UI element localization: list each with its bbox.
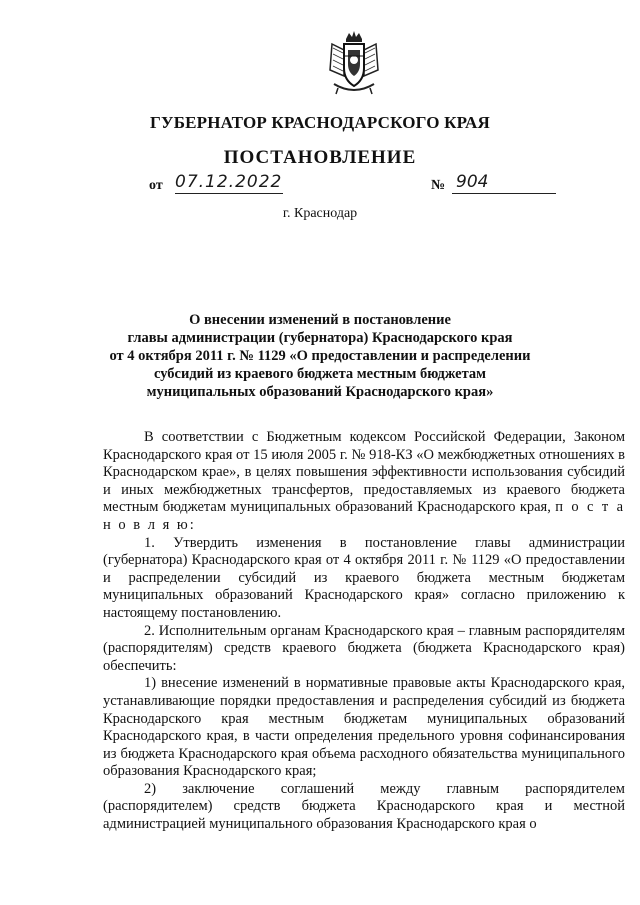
date-label: от [149,178,163,193]
city: г. Краснодар [282,206,358,221]
document-date: 07.12.2022 [175,172,283,192]
document-body [103,429,625,834]
number-label: № [431,178,446,193]
document-type: ПОСТАНОВЛЕНИЕ [223,147,417,168]
title-line: муниципальных образований Краснодарского края» [146,384,494,400]
document-number [452,171,556,194]
title-line: от 4 октября 2011 г. № 1129 «О предоставлении и распределении [109,348,531,364]
preamble-text: В соответствии с Бюджетным кодексом Российской Федерации, Законом Краснодарского края от 15 июля 2005 г. № 918-КЗ «О межбюджетных отношениях в Краснодарском крае», в целях повышения эффективности использования субсидий и иных межбюджетных трансфертов, предоставляемых из краевого бюджета местным бюджетам муниципальных образований Краснодарского края, [103,429,625,516]
item-2-2: 2) заключение соглашений между главным распорядителем (распорядителем) средств бюджета Краснодарского края и местной администрацией муниципального образования Краснодарского края о [103,780,625,833]
item-2-1: 1) внесение изменений в нормативные правовые акты Краснодарского края, устанавливающие порядки предоставления и распределения субсидий из бюджета Краснодарского края местным бюджетам муниципальных образований Краснодарского края, в части определения предельного уровня софинансирования из бюджета Краснодарского края объема расходного обязательства муниципального образования Краснодарского края; [103,675,625,780]
resolve-word: п о с т а н о в л я ю: [103,499,626,533]
title-line: субсидий из краевого бюджета местным бюджетам [153,366,487,382]
item-1: 1. Утвердить изменения в постановление главы администрации (губернатора) Краснодарского края от 4 октября 2011 г. № 1129 «О предоставлении и распределении субсидий из краевого бюджета местным бюджетам муниципальных образований Краснодарского края» согласно приложению к настоящему постановлению. [103,534,625,621]
document-title [100,311,540,401]
issuing-authority: ГУБЕРНАТОР КРАСНОДАРСКОГО КРАЯ [150,113,490,132]
title-line: О внесении изменений в постановление [189,312,451,328]
krasnodar-coat-of-arms-icon [324,30,384,98]
preamble-paragraph [103,429,625,535]
title-line: главы администрации (губернатора) Краснодарского края [127,330,513,346]
item-2: 2. Исполнительным органам Краснодарского края – главным распорядителям (распорядителям) средств краевого бюджета (бюджета Краснодарского края) обеспечить: [103,622,625,674]
document-number-text: 904 [456,172,489,192]
